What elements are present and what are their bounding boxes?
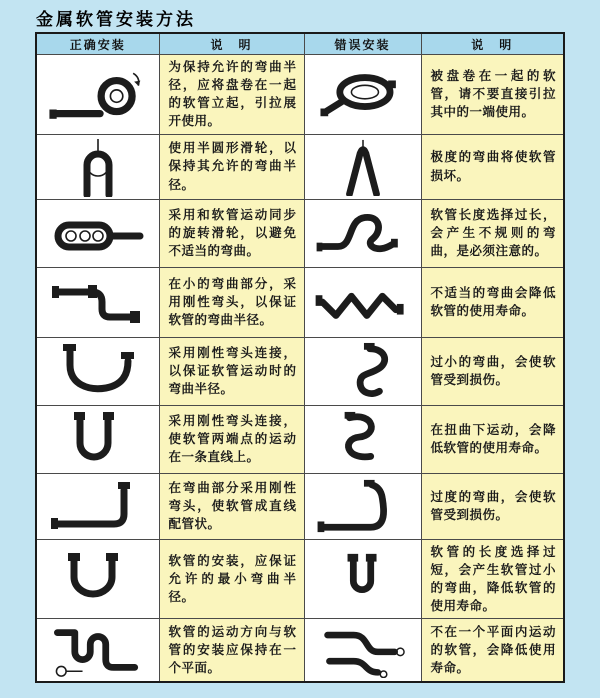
correct-illustration-cell: [36, 405, 159, 473]
wide-u-bend-icon: [44, 549, 152, 609]
u-shape-aligned-ends-icon: [44, 409, 152, 469]
correct-illustration-cell: [36, 134, 159, 199]
wrong-illustration-cell: [304, 539, 421, 619]
table-row: [36, 55, 564, 135]
wrong-illustration-cell: [304, 199, 421, 267]
correct-description: 采用刚性弯头连接，使软管两端点的运动在一条直线上。: [159, 405, 304, 473]
table-row: [36, 619, 564, 683]
wrong-illustration-cell: [304, 337, 421, 405]
overlong-irregular-bend-icon: [313, 204, 413, 262]
wrong-description: 软管的长度选择过短，会产生软管过小的弯曲，降低软管的使用寿命。: [421, 539, 564, 619]
header-description-1: 说 明: [159, 33, 304, 55]
rotating-pulley-track-icon: [44, 203, 152, 263]
single-plane-trap-piping-icon: [44, 621, 152, 679]
page-title: 金属软管安装方法: [36, 10, 196, 30]
header-description-2: 说 明: [421, 33, 564, 55]
installation-guide-table: [35, 32, 565, 683]
correct-illustration-cell: [36, 337, 159, 405]
correct-description: 为保持允许的弯曲半径，应将盘卷在一起的软管立起，引拉展开使用。: [159, 55, 304, 135]
correct-description: 在弯曲部分采用刚性弯头，使软管成直线配管状。: [159, 473, 304, 539]
wrong-description: 在扭曲下运动，会降低软管的使用寿命。: [421, 405, 564, 473]
semicircular-pulley-icon: [44, 137, 152, 197]
wrong-description: 不适当的弯曲会降低软管的使用寿命。: [421, 267, 564, 337]
correct-description: 采用刚性弯头连接，以保证软管运动时的弯曲半径。: [159, 337, 304, 405]
elbow-connected-curve-icon: [44, 341, 152, 401]
table-row: [36, 267, 564, 337]
correct-illustration-cell: [36, 55, 159, 135]
wrong-description: 极度的弯曲将使软管损坏。: [421, 134, 564, 199]
correct-description: 软管的安装，应保证允许的最小弯曲半径。: [159, 539, 304, 619]
correct-illustration-cell: [36, 473, 159, 539]
wrong-illustration-cell: [304, 267, 421, 337]
correct-description: 软管的运动方向与软管的安装应保持在一个平面。: [159, 619, 304, 683]
table-row: [36, 405, 564, 473]
table-row: [36, 134, 564, 199]
header-row: [36, 33, 564, 55]
narrow-u-bend-icon: [313, 550, 413, 608]
table-row: [36, 539, 564, 619]
pulled-coil-icon: [313, 65, 413, 123]
sharp-kink-icon: [313, 138, 413, 196]
table-row: [36, 473, 564, 539]
wrong-description: 过小的弯曲，会使软管受到损伤。: [421, 337, 564, 405]
correct-illustration-cell: [36, 539, 159, 619]
improper-zigzag-bend-icon: [313, 273, 413, 331]
header-wrong-installation: 错误安装: [304, 33, 421, 55]
correct-description: 采用和软管运动同步的旋转滑轮，以避免不适当的弯曲。: [159, 199, 304, 267]
wrong-description: 软管长度选择过长，会产生不规则的弯曲，是必须注意的。: [421, 199, 564, 267]
wrong-description: 过度的弯曲，会使软管受到损伤。: [421, 473, 564, 539]
twisted-hose-icon: [313, 410, 413, 468]
wrong-description: 被盘卷在一起的软管，请不要直接引拉其中的一端使用。: [421, 55, 564, 135]
correct-description: 在小的弯曲部分，采用刚性弯头，以保证软管的弯曲半径。: [159, 267, 304, 337]
wrong-illustration-cell: [304, 619, 421, 683]
table-row: [36, 337, 564, 405]
wrong-illustration-cell: [304, 55, 421, 135]
rigid-elbow-piping-icon: [44, 272, 152, 332]
header-correct-installation: 正确安装: [36, 33, 159, 55]
straight-run-elbow-icon: [44, 476, 152, 536]
out-of-plane-hoses-icon: [313, 622, 413, 678]
correct-illustration-cell: [36, 267, 159, 337]
correct-illustration-cell: [36, 199, 159, 267]
uncoiled-hose-icon: [44, 63, 152, 125]
table-row: [36, 199, 564, 267]
wrong-illustration-cell: [304, 473, 421, 539]
correct-description: 使用半圆形滑轮，以保持其允许的弯曲半径。: [159, 134, 304, 199]
wrong-illustration-cell: [304, 405, 421, 473]
wrong-illustration-cell: [304, 134, 421, 199]
overbent-elbow-icon: [313, 477, 413, 535]
too-small-hook-bend-icon: [313, 342, 413, 400]
correct-illustration-cell: [36, 619, 159, 683]
wrong-description: 不在一个平面内运动的软管，会降低使用寿命。: [421, 619, 564, 683]
